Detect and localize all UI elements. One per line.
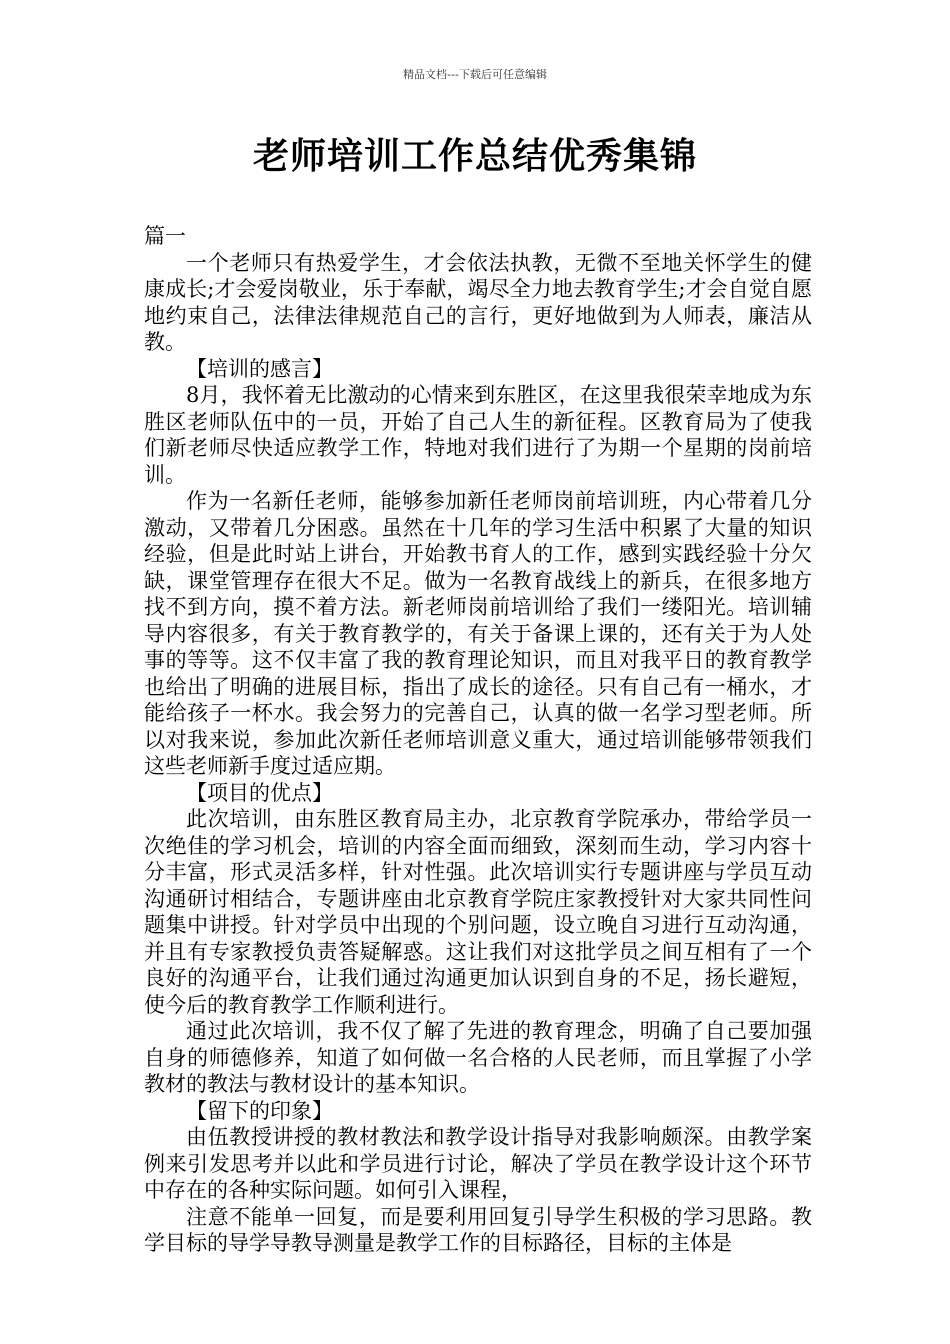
paragraph: 作为一名新任老师，能够参加新任老师岗前培训班，内心带着几分激动，又带着几分困惑。虽然在十几年的学习生活中积累了大量的知识经验，但是此时站上讲台，开始教书育人的工作，感到实践经验十分欠缺，课堂管理存在很大不足。做为一名教育战线上的新兵，在很多地方找不到方向，摸不着方法。新老师岗前培训给了我们一缕阳光。培训辅导内容很多，有关于教育教学的，有关于备课上课的，还有关于为人处事的等等。这不仅丰富了我的教育理论知识，而且对我平日的教育教学也给出了明确的进展目标，指出了成长的途径。只有自己有一桶水，才能给孩子一杯水。我会努力的完善自己，认真的做一名学习型老师。所以对我来说，参加此次新任老师培训意义重大，通过培训能够带领我们这些老师新手度过适应期。: [144, 489, 812, 778]
section-heading: 【留下的印象】: [186, 1098, 333, 1123]
paragraph: 通过此次培训，我不仅了解了先进的教育理念，明确了自己要加强自身的师德修养，知道了如何做一名合格的人民老师，而且掌握了小学教材的教法与教材设计的基本知识。: [144, 1019, 812, 1096]
paragraph: 一个老师只有热爱学生，才会依法执教，无微不至地关怀学生的健康成长;才会爱岗敬业，乐于奉献，竭尽全力地去教育学生;才会自觉自愿地约束自己，法律法律规范自己的言行，更好地做到为人师表，廉洁从教。: [144, 250, 812, 354]
document-title: 老师培训工作总结优秀集锦: [252, 136, 697, 177]
part-label: 篇一: [144, 224, 186, 248]
document-body: [144, 223, 812, 1257]
paragraph: 注意不能单一回复，而是要利用回复引导学生积极的学习思路。教学目标的导学导教导测量是教学工作的目标路径，目标的主体是: [144, 1204, 812, 1255]
paragraph: 由伍教授讲授的教材教法和教学设计指导对我影响颇深。由教学案例来引发思考并以此和学员进行讨论，解决了学员在教学设计这个环节中存在的各种实际问题。如何引入课程，: [144, 1125, 812, 1202]
section-heading: 【项目的优点】: [186, 780, 333, 805]
paragraph: 此次培训，由东胜区教育局主办，北京教育学院承办，带给学员一次绝佳的学习机会，培训的内容全面而细致，深刻而生动，学习内容十分丰富，形式灵活多样，针对性强。此次培训实行专题讲座与学员互动沟通研讨相结合，专题讲座由北京教育学院庄家教授针对大家共同性问题集中讲授。针对学员中出现的个别问题，设立晚自习进行互动沟通，并且有专家教授负责答疑解惑。这让我们对这批学员之间互相有了一个良好的沟通平台，让我们通过沟通更加认识到自身的不足，扬长避短，使今后的教育教学工作顺利进行。: [144, 807, 812, 1017]
paragraph: 8月，我怀着无比激动的心情来到东胜区，在这里我很荣幸地成为东胜区老师队伍中的一员，开始了自己人生的新征程。区教育局为了使我们新老师尽快适应教学工作，特地对我们进行了为期一个星期的岗前培训。: [144, 383, 812, 487]
section-heading: 【培训的感言】: [186, 356, 333, 381]
header-note: 精品文档---下载后可任意编辑: [403, 68, 547, 81]
